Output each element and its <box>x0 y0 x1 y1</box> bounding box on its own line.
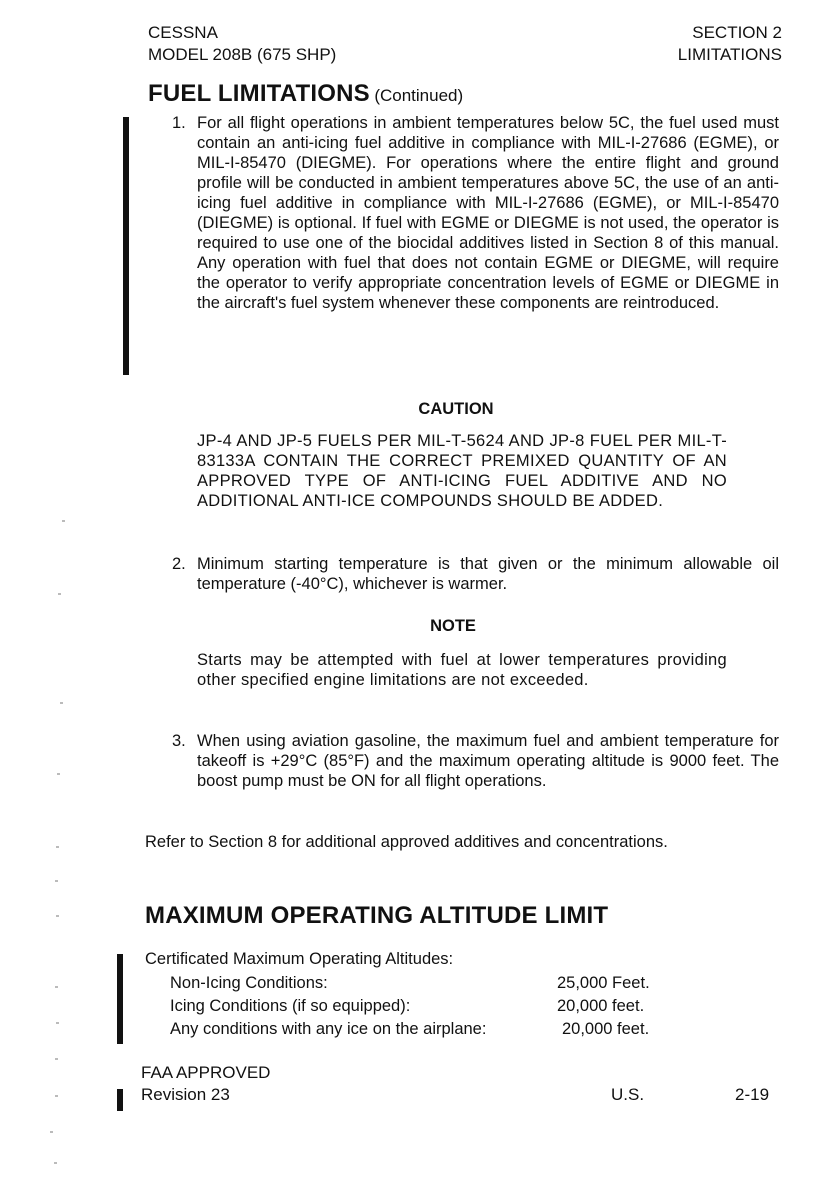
fuel-item-2 <box>172 554 779 594</box>
header-section: SECTION 2 <box>692 23 782 42</box>
fuel-item-number: 1. <box>172 114 186 132</box>
fuel-item-3 <box>172 731 779 791</box>
scan-speck <box>58 593 61 595</box>
altitude-row-value: 20,000 feet. <box>562 1020 650 1038</box>
fuel-section-heading <box>148 80 463 108</box>
header-right <box>678 22 782 66</box>
scan-speck <box>54 1162 57 1164</box>
scan-speck <box>55 1095 58 1097</box>
caution-heading: CAUTION <box>418 400 494 418</box>
footer-region: U.S. <box>611 1085 645 1104</box>
fuel-item-text: For all flight operations in ambient temperatures below 5C, the fuel used must contain an anti-icing fuel additive in compliance with MIL-I-27686 (EGME), or MIL-I-85470 (DIEGME). For operations where the entire flight and ground profile will be conducted in ambient temperatures above 5C, the use of an anti-icing fuel additive in compliance with MIL-I-27686 (EGME), or MIL-I-85470 (DIEGME) is optional. If fuel with EGME or DIEGME is not used, the operator is required to use one of the biocidal additives listed in Section 8 of this manual. Any operation with fuel that does not contain EGME or DIEGME, will require the operator to verify appropriate concentration levels of EGME or DIEGME in the aircraft's fuel system whenever these components are reintroduced. <box>197 114 779 312</box>
footer-page-number: 2-19 <box>735 1085 770 1104</box>
header-model: MODEL 208B (675 SHP) <box>148 45 337 64</box>
revision-bar-footer <box>117 1089 123 1111</box>
fuel-item-text: When using aviation gasoline, the maximum fuel and ambient temperature for takeoff is +29°C (85°F) and the maximum operating altitude is 9000 feet. The boost pump must be ON for all flight operations. <box>197 732 779 790</box>
altitude-row-condition: Non-Icing Conditions: <box>170 974 328 992</box>
scan-speck <box>55 880 58 882</box>
footer-approval: FAA APPROVED <box>141 1063 271 1082</box>
scan-speck <box>62 520 65 522</box>
revision-bar-altitude <box>117 954 123 1044</box>
caution-text: JP-4 AND JP-5 FUELS PER MIL-T-5624 AND JP-8 FUEL PER MIL-T-83133A CONTAIN THE CORRECT PREMIXED QUANTITY OF AN APPROVED TYPE OF ANTI-ICING FUEL ADDITIVE AND NO ADDITIONAL ANTI-ICE COMPOUNDS SHOULD BE ADDED. <box>197 432 727 510</box>
fuel-section-continued: (Continued) <box>374 86 464 105</box>
refer-paragraph: Refer to Section 8 for additional approved additives and concentrations. <box>145 833 668 851</box>
altitude-row-value: 25,000 Feet. <box>557 974 650 992</box>
altitude-row-condition: Icing Conditions (if so equipped): <box>170 997 411 1015</box>
scan-speck <box>55 986 58 988</box>
altitude-intro: Certificated Maximum Operating Altitudes: <box>145 950 454 968</box>
footer-revision: Revision 23 <box>141 1085 230 1104</box>
fuel-item-number: 2. <box>172 555 186 573</box>
scan-speck <box>60 702 63 704</box>
scan-speck <box>50 1131 53 1133</box>
scan-speck <box>55 1058 58 1060</box>
altitude-row-condition: Any conditions with any ice on the airplane: <box>170 1020 487 1038</box>
header-chapter: LIMITATIONS <box>677 45 782 64</box>
scan-speck <box>56 1022 59 1024</box>
fuel-section-title: FUEL LIMITATIONS <box>148 80 370 107</box>
scan-speck <box>56 915 59 917</box>
fuel-item-number: 3. <box>172 732 186 750</box>
note-text: Starts may be attempted with fuel at lower temperatures providing other specified engine limitations are not exceeded. <box>197 651 727 689</box>
scan-speck <box>57 773 60 775</box>
fuel-item-text: Minimum starting temperature is that given or the minimum allowable oil temperature (-40°C), whichever is warmer. <box>197 555 779 593</box>
header-manufacturer: CESSNA <box>148 23 218 42</box>
fuel-item-1 <box>172 113 779 313</box>
note-heading: NOTE <box>430 617 476 635</box>
altitude-section-title: MAXIMUM OPERATING ALTITUDE LIMIT <box>145 902 609 929</box>
header-left <box>148 22 336 66</box>
revision-bar-item-1 <box>123 117 129 375</box>
scan-speck <box>56 846 59 848</box>
altitude-row-value: 20,000 feet. <box>557 997 645 1015</box>
